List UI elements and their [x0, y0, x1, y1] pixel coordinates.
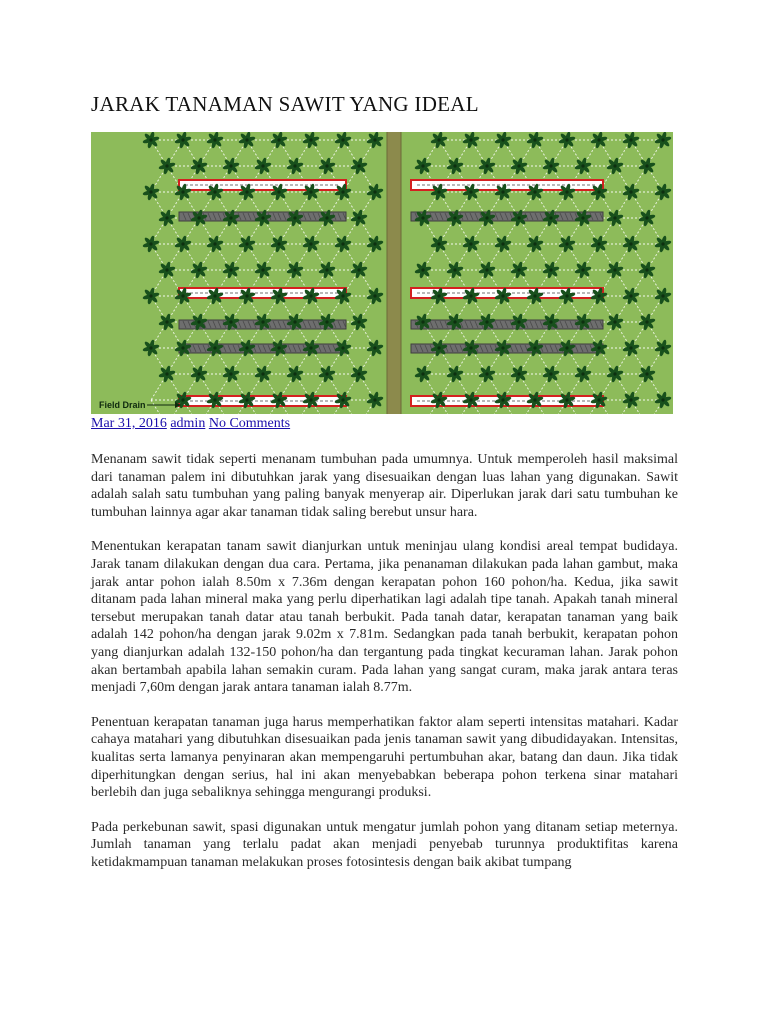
post-comments-link[interactable]: No Comments: [208, 416, 291, 431]
article-body: [91, 451, 678, 888]
paragraph: Menanam sawit tidak seperti menanam tumbuhan pada umumnya. Untuk memperoleh hasil maksimal dari tanaman palem ini dibutuhkan jarak yang disesuaikan dengan luas lahan yang digunakan. Sawit adalah salah satu tumbuhan yang paling banyak menyerap air. Diperlukan jarak dari satu tumbuhan ke tumbuhan lainnya agar akar tanaman tidak saling berebut unsur hara.: [91, 452, 678, 520]
plantation-layout-diagram: [91, 132, 673, 414]
road-strip: [387, 132, 401, 414]
plantation-layout-figure: [91, 132, 673, 414]
paragraph: Pada perkebunan sawit, spasi digunakan untuk mengatur jumlah pohon yang ditanam setiap meternya. Jumlah tanaman yang terlalu padat akan menjadi penyebab turunnya produktifitas karena ketidakmampuan tanaman melakukan proses fotosintesis dengan baik akibat tumpang: [91, 819, 678, 870]
post-author-link[interactable]: admin: [170, 416, 206, 431]
post-meta: [91, 416, 290, 432]
field-drain-label: Field Drain: [99, 400, 146, 410]
paragraph: Menentukan kerapatan tanam sawit dianjurkan untuk meninjau ulang kondisi areal tempat budidaya. Jarak tanam dilakukan dengan dua cara. Pertama, jika penanaman dilakukan pada lahan gambut, maka jarak antar pohon ialah 8.50m x 7.36m dengan kerapatan pohon 160 pohon/ha. Kedua, jika sawit ditanam pada lahan mineral maka yang perlu diperhatikan lagi adalah tipe tanah. Apakah tanah mineral tersebut merupakan tanah datar atau tanah berbukit. Pada tanah datar, kerapatan tanaman yang baik adalah 142 pohon/ha dengan jarak 9.02m x 7.81m. Sedangkan pada tanah berbukit, kerapatan pohon yang dianjurkan adalah 132-150 pohon/ha dan tergantung pada tingkat kecuraman lahan. Jarak pohon akan bertambah apabila lahan semakin curam. Pada lahan yang sangat curam, maka jarak antara teras menjadi 7,60m dengan jarak antara tanaman ialah 8.77m.: [91, 539, 678, 696]
page-title: JARAK TANAMAN SAWIT YANG IDEAL: [91, 92, 479, 116]
paragraph: Penentuan kerapatan tanaman juga harus memperhatikan faktor alam seperti intensitas matahari. Kadar cahaya matahari yang dibutuhkan disesuaikan pada jenis tanaman sawit yang dibudidayakan. Intensitas, kualitas serta lamanya penyinaran akan mempengaruhi pertumbuhan akar, batang dan daun. Jika tidak diperhitungkan dengan serius, hal ini akan menyebabkan beberapa pohon terkena sinar matahari berlebih dan juga sebaliknya sehingga mengurangi produksi.: [91, 714, 678, 801]
central-road: [387, 132, 401, 414]
post-date-link[interactable]: Mar 31, 2016: [91, 416, 167, 431]
